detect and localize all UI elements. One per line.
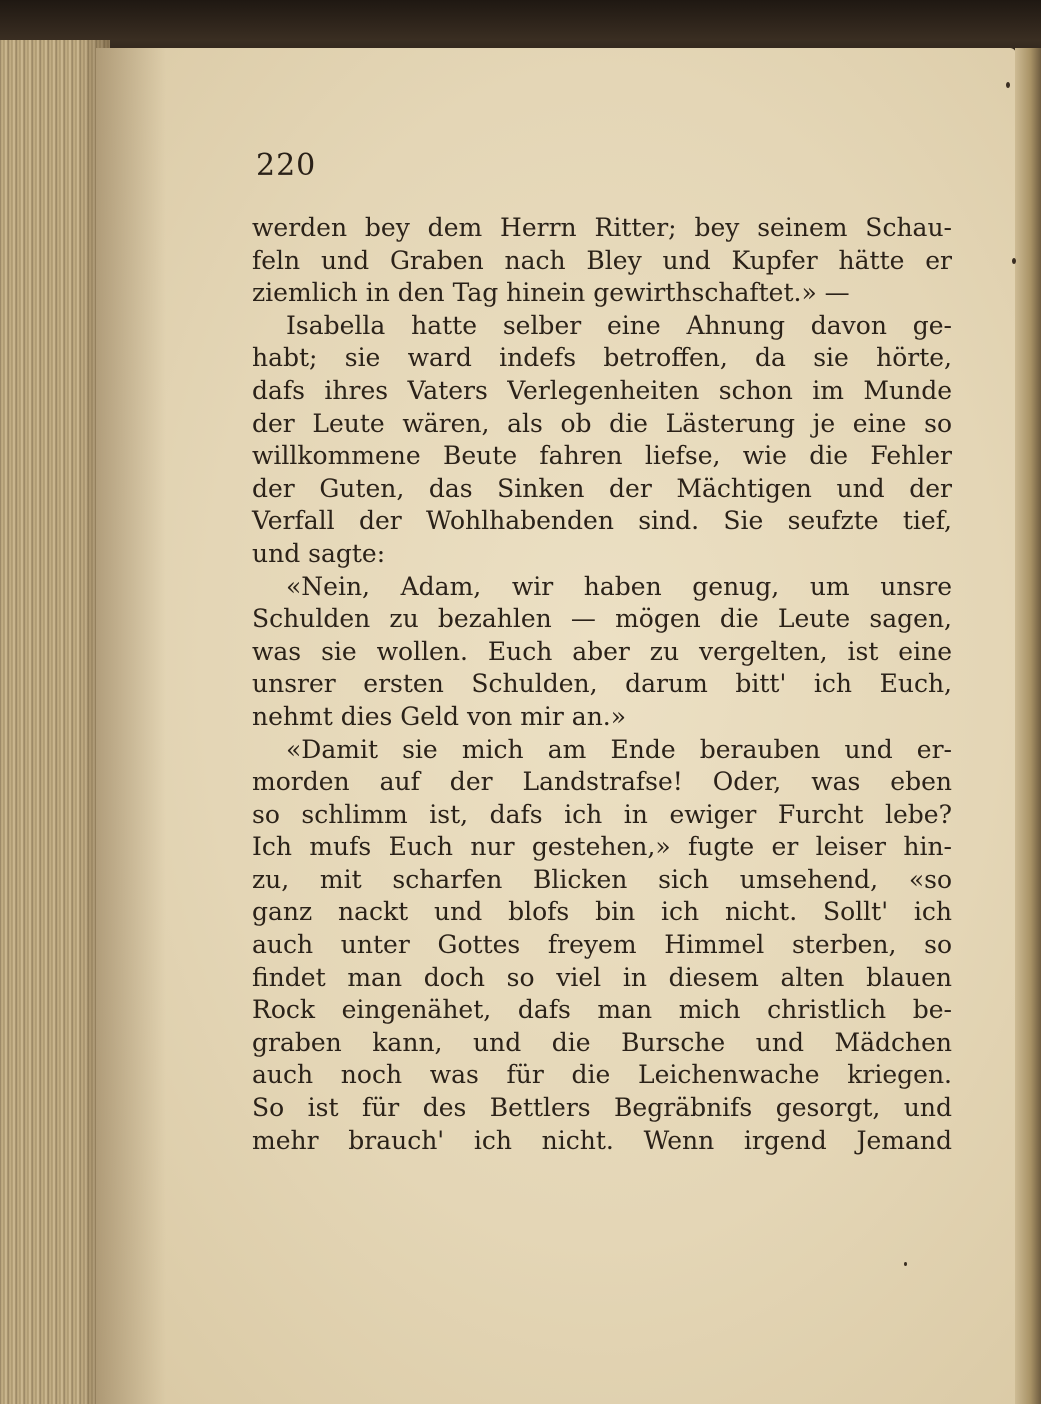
text-line: findet man doch so viel in diesem alten blauen xyxy=(252,962,952,992)
text-line: Ich mufs Euch nur gestehen,» fugte er leiser hin- xyxy=(252,832,952,862)
page-right-edge xyxy=(1015,48,1041,1404)
text-line: ganz nackt und blofs bin ich nicht. Sollt' ich xyxy=(252,897,952,927)
text-line: so schlimm ist, dafs ich in ewiger Furcht lebe? xyxy=(252,799,952,829)
ink-speck xyxy=(904,1262,907,1266)
text-line: habt; sie ward indefs betroffen, da sie hörte, xyxy=(252,343,952,373)
text-line: «Nein, Adam, wir haben genug, um unsre xyxy=(286,571,952,601)
ink-speck xyxy=(1012,258,1016,264)
body-text xyxy=(252,212,952,1157)
text-line: mehr brauch' ich nicht. Wenn irgend Jemand xyxy=(252,1125,952,1155)
ink-speck xyxy=(1006,82,1010,88)
text-line: «Damit sie mich am Ende berauben und er- xyxy=(286,734,952,764)
text-line: feln und Graben nach Bley und Kupfer hätte er xyxy=(252,245,952,275)
text-line: werden bey dem Herrn Ritter; bey seinem Schau- xyxy=(252,213,952,242)
text-line: morden auf der Landstrafse! Oder, was eben xyxy=(252,767,952,797)
text-line: Schulden zu bezahlen — mögen die Leute sagen, xyxy=(252,604,952,634)
text-line: graben kann, und die Bursche und Mädchen xyxy=(252,1027,952,1057)
page-number: 220 xyxy=(256,148,317,183)
text-line: So ist für des Bettlers Begräbnifs gesorgt, und xyxy=(252,1093,952,1123)
text-line: auch noch was für die Leichenwache kriegen. xyxy=(252,1060,952,1090)
text-line: dafs ihres Vaters Verlegenheiten schon im Munde xyxy=(252,375,952,405)
text-line: auch unter Gottes freyem Himmel sterben, so xyxy=(252,930,952,960)
text-line: nehmt dies Geld von mir an.» xyxy=(252,701,627,731)
text-line: willkommene Beute fahren liefse, wie die Fehler xyxy=(252,441,952,471)
text-line: der Leute wären, als ob die Lästerung je eine so xyxy=(252,408,952,438)
text-line: ziemlich in den Tag hinein gewirthschaftet.» — xyxy=(252,278,850,308)
text-line: zu, mit scharfen Blicken sich umsehend, «so xyxy=(252,864,952,894)
text-line: Rock eingenähet, dafs man mich christlich be- xyxy=(252,995,952,1025)
text-line: Verfall der Wohlhabenden sind. Sie seufzte tief, xyxy=(252,506,952,536)
stacked-page-edges xyxy=(0,40,110,1404)
text-line: unsrer ersten Schulden, darum bitt' ich Euch, xyxy=(252,669,952,699)
text-line: der Guten, das Sinken der Mächtigen und der xyxy=(252,473,952,503)
text-line: was sie wollen. Euch aber zu vergelten, ist eine xyxy=(252,636,952,666)
text-line: und sagte: xyxy=(252,538,386,568)
text-line: Isabella hatte selber eine Ahnung davon ge- xyxy=(286,310,952,340)
